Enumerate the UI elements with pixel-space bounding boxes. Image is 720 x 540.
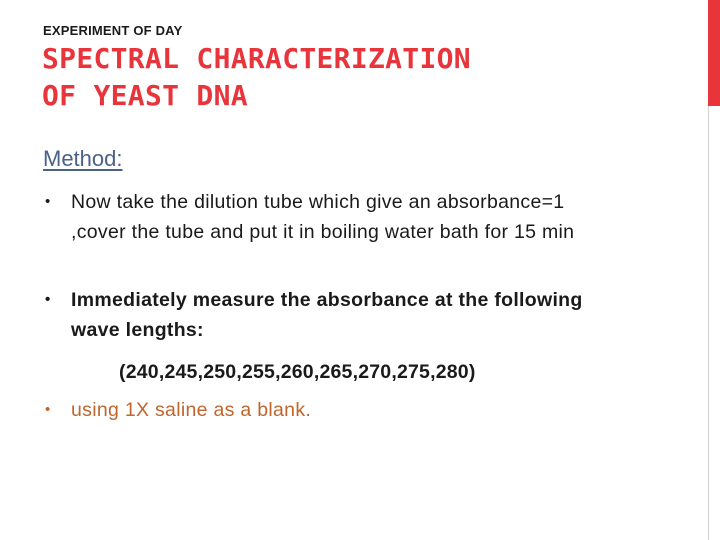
bullet-item-1: [45, 187, 605, 247]
bullet-text-3: using 1X saline as a blank.: [71, 399, 312, 421]
bullet-item-2: [45, 285, 605, 345]
bullet-marker: •: [45, 291, 51, 308]
bullet-text-2: Immediately measure the absorbance at the following wave lengths:: [71, 289, 583, 341]
slide-title: [42, 40, 662, 114]
slide-title-line-2: OF YEAST DNA: [42, 79, 248, 112]
bullet-marker: •: [45, 193, 51, 210]
bullet-text-1: Now take the dilution tube which give an absorbance=1 ,cover the tube and put it in boiling water bath for 15 min: [71, 191, 575, 243]
bullet-item-3: [45, 395, 605, 425]
wavelength-list: (240,245,250,255,260,265,270,275,280): [119, 361, 476, 383]
slide-title-line-1: SPECTRAL CHARACTERIZATION: [42, 42, 471, 75]
bullet-marker: •: [45, 401, 51, 418]
method-heading: Method:: [43, 146, 123, 171]
slide-kicker: EXPERIMENT OF DAY: [43, 23, 183, 38]
accent-bar: [708, 0, 720, 106]
right-divider: [708, 106, 709, 540]
